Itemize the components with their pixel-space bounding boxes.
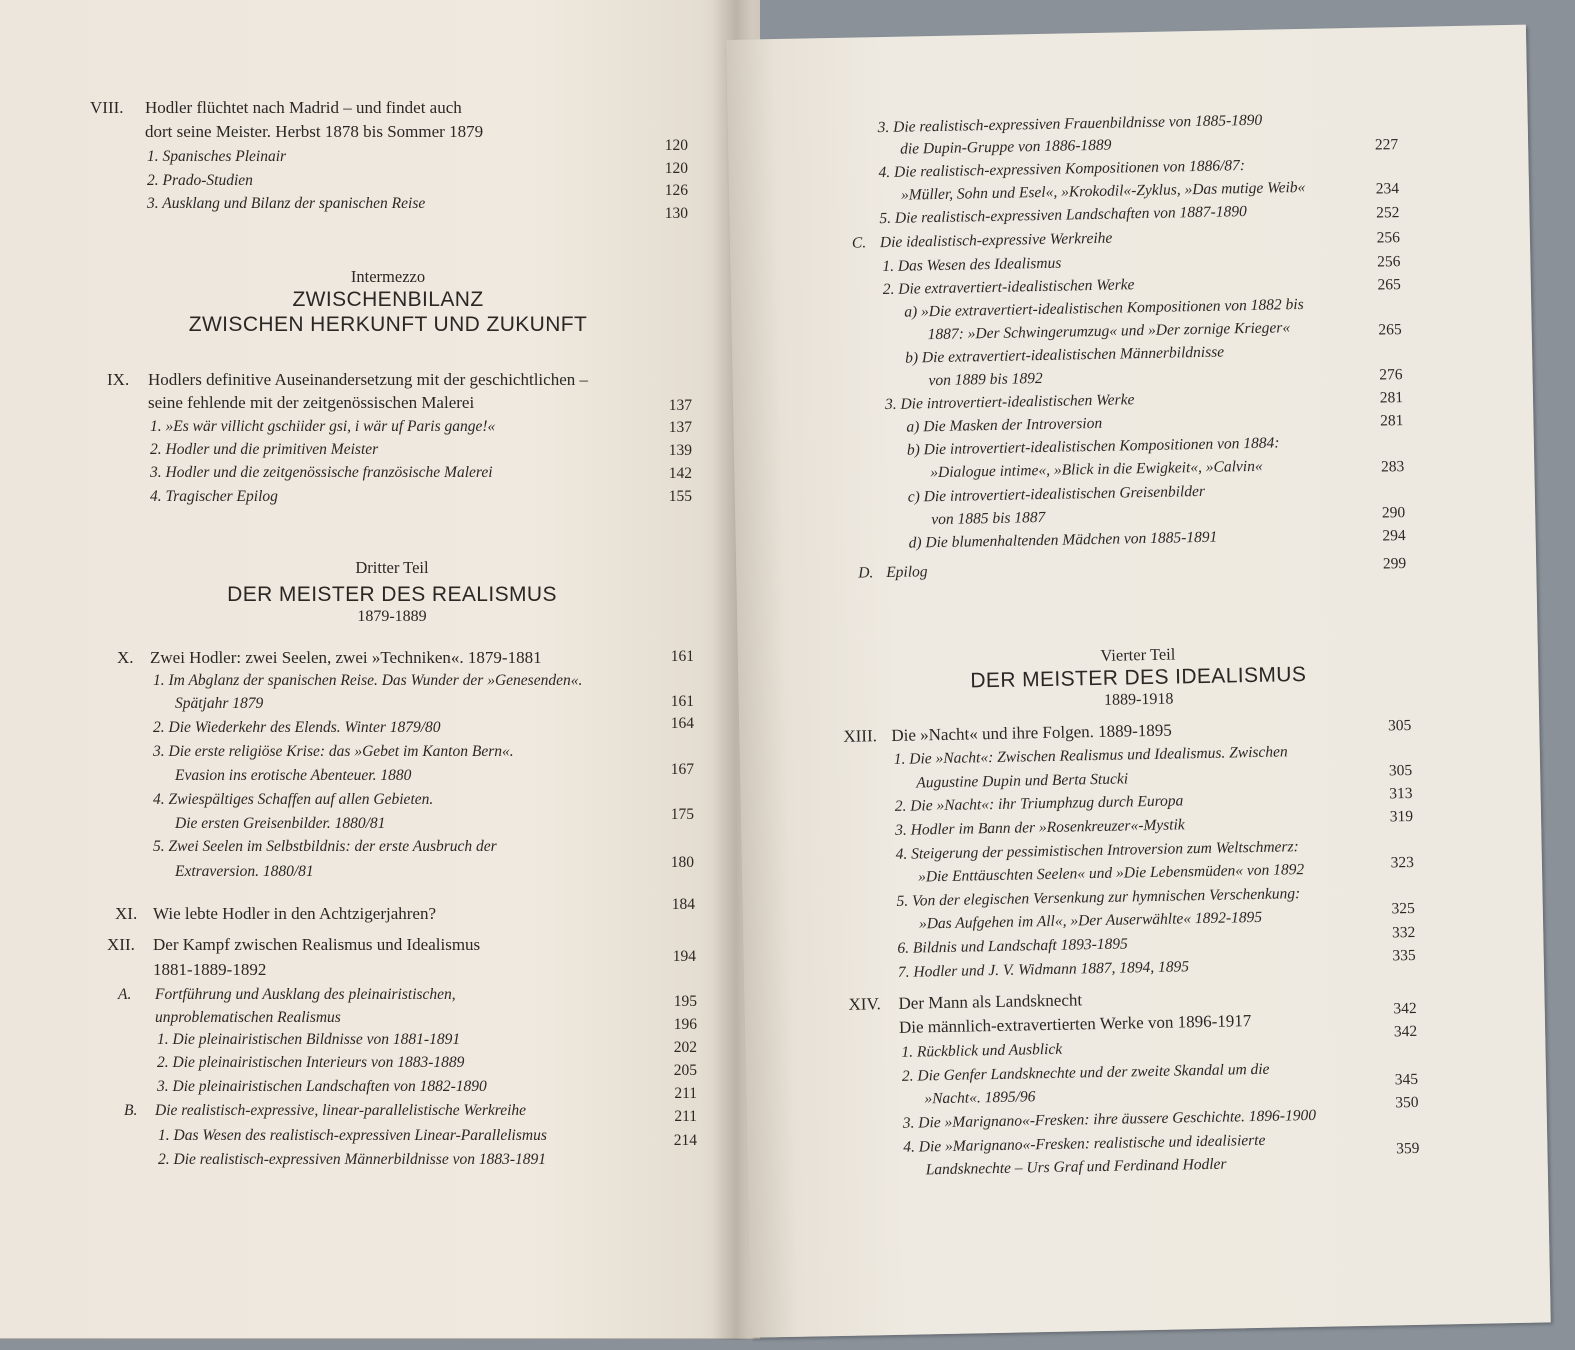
- chapter-title: Der Mann als Landsknecht: [898, 990, 1083, 1013]
- chapter-title: Hodlers definitive Auseinandersetzung mit der geschichtlichen –: [148, 370, 588, 389]
- toc-entry: »Nacht«. 1895/96: [924, 1088, 1036, 1108]
- toc-entry: »Dialogue intime«, »Blick in die Ewigkeit«, »Calvin«: [930, 457, 1263, 482]
- page-number: 139: [668, 442, 692, 459]
- toc-entry: »Die Enttäuschten Seelen« und »Die Lebensmüden« von 1892: [917, 861, 1305, 886]
- page-number: 276: [1379, 366, 1403, 384]
- toc-entry: Extraversion. 1880/81: [175, 863, 314, 880]
- page-number: 214: [673, 1132, 697, 1149]
- page-number: 137: [668, 397, 692, 414]
- section-label: C.: [851, 234, 867, 252]
- toc-entry: 2. Die Wiederkehr des Elends. Winter 1879/80: [153, 719, 441, 736]
- toc-entry: »Müller, Sohn und Esel«, »Krokodil«-Zyklus, »Das mutige Weib«: [900, 178, 1306, 204]
- chapter-title: Die »Nacht« und ihre Folgen. 1889-1895: [891, 720, 1172, 745]
- chapter-number: XI.: [115, 904, 138, 923]
- part-title: DER MEISTER DES IDEALISMUS: [970, 662, 1307, 693]
- toc-entry: 4. Zwiespältiges Schaffen auf allen Gebieten.: [153, 791, 434, 808]
- part-title: ZWISCHEN HERKUNFT UND ZUKUNFT: [188, 313, 588, 336]
- toc-entry: 2. Prado-Studien: [147, 172, 253, 189]
- page-number: 313: [1389, 784, 1413, 803]
- toc-entry: von 1885 bis 1887: [931, 508, 1046, 529]
- page-number: 294: [1382, 527, 1406, 545]
- toc-entry: 2. Die »Nacht«: ihr Triumphzug durch Europa: [894, 792, 1184, 815]
- page-number: 180: [670, 854, 694, 871]
- toc-entry: Die ersten Greisenbilder. 1880/81: [175, 815, 386, 832]
- page-number: 290: [1381, 504, 1406, 522]
- toc-entry: die Dupin-Gruppe von 1886-1889: [899, 136, 1112, 158]
- toc-entry: Landsknechte – Urs Graf und Ferdinand Hodler: [925, 1155, 1227, 1179]
- part-title: DER MEISTER DES REALISMUS: [227, 583, 557, 606]
- toc-entry: 2. Die realistisch-expressiven Männerbildnisse von 1883-1891: [158, 1151, 546, 1168]
- chapter-title: Hodler flüchtet nach Madrid – und findet auch: [145, 98, 462, 117]
- toc-entry: 4. Die realistisch-expressiven Kompositionen von 1886/87:: [878, 157, 1246, 182]
- toc-entry: 2. Die extravertiert-idealistischen Werke: [882, 276, 1135, 299]
- toc-entry: 2. Die Genfer Landsknechte und der zweite Skandal um die: [901, 1060, 1270, 1085]
- toc-entry: 1. Im Abglanz der spanischen Reise. Das Wunder der »Genesenden«.: [153, 672, 583, 689]
- toc-entry: Epilog: [886, 563, 928, 582]
- toc-entry: 5. Die realistisch-expressiven Landschaften von 1887-1890: [879, 203, 1247, 228]
- toc-entry: 4. Die »Marignano«-Fresken: realistische und idealisierte: [903, 1131, 1266, 1156]
- toc-entry: Die idealistisch-expressive Werkreihe: [879, 229, 1113, 252]
- page-number: 325: [1391, 899, 1415, 918]
- toc-entry: 7. Hodler und J. V. Widmann 1887, 1894, 1895: [897, 958, 1190, 981]
- page-number: 265: [1377, 276, 1401, 294]
- page-number: 211: [674, 1085, 697, 1102]
- page-number: 195: [673, 993, 697, 1010]
- toc-entry: 6. Bildnis und Landschaft 1893-1895: [897, 935, 1128, 957]
- page-number: 350: [1395, 1093, 1419, 1112]
- toc-entry: b) Die extravertiert-idealistischen Männerbildnisse: [904, 343, 1225, 367]
- toc-entry: 3. Ausklang und Bilanz der spanischen Reise: [147, 195, 426, 212]
- chapter-title: Der Kampf zwischen Realismus und Idealismus: [153, 935, 481, 954]
- page-number: 281: [1380, 412, 1404, 430]
- toc-entry: 3. Die realistisch-expressiven Frauenbildnisse von 1885-1890: [877, 111, 1263, 137]
- right-page: [726, 25, 1551, 1338]
- page-number: 227: [1374, 136, 1399, 154]
- page-number: 345: [1394, 1070, 1419, 1089]
- toc-entry: 1. Rückblick und Ausblick: [901, 1040, 1063, 1061]
- page-number: 332: [1391, 923, 1416, 942]
- page-number: 319: [1389, 807, 1414, 826]
- page-number: 281: [1379, 389, 1404, 407]
- chapter-number: X.: [117, 648, 134, 667]
- page-number: 155: [668, 488, 692, 505]
- toc-entry: 3. Hodler im Bann der »Rosenkreuzer«-Mystik: [895, 816, 1185, 839]
- page-number: 305: [1387, 716, 1412, 735]
- toc-entry: a) Die Masken der Introversion: [906, 414, 1103, 436]
- page-number: 142: [668, 465, 692, 482]
- part-years: 1879-1889: [357, 608, 427, 625]
- page-number: 194: [672, 948, 696, 965]
- page-number: 120: [664, 137, 688, 154]
- page-number: 323: [1390, 853, 1415, 872]
- toc-entry: 3. Die pleinairistischen Landschaften von 1882-1890: [157, 1078, 487, 1095]
- toc-entry: 2. Die pleinairistischen Interieurs von 1883-1889: [157, 1054, 465, 1071]
- page-number: 342: [1393, 1022, 1418, 1041]
- part-label: Dritter Teil: [355, 558, 429, 577]
- toc-entry: 3. Die erste religiöse Krise: das »Gebet im Kanton Bern«.: [153, 743, 514, 760]
- toc-entry: 5. Von der elegischen Versenkung zur hymnischen Verschenkung:: [896, 885, 1301, 910]
- toc-entry: »Das Aufgehen im All«, »Der Auserwählte« 1892-1895: [918, 908, 1263, 933]
- toc-entry: c) Die introvertiert-idealistischen Greisenbilder: [907, 482, 1206, 506]
- page-number: 167: [670, 761, 694, 778]
- toc-entry: b) Die introvertiert-idealistischen Kompositionen von 1884:: [906, 434, 1280, 459]
- page-number: 161: [670, 693, 694, 710]
- page-number: 359: [1395, 1139, 1420, 1158]
- toc-entry: 2. Hodler und die primitiven Meister: [150, 441, 379, 458]
- toc-entry: von 1889 bis 1892: [928, 369, 1043, 390]
- toc-entry: 1. Das Wesen des realistisch-expressiven Linear-Parallelismus: [158, 1127, 547, 1144]
- toc-entry: Augustine Dupin und Berta Stucki: [916, 770, 1129, 792]
- page-number: 202: [673, 1039, 697, 1056]
- left-page: [0, 0, 760, 1339]
- page-number: 211: [674, 1108, 697, 1125]
- page-number: 130: [664, 205, 688, 222]
- toc-entry: 3. Die introvertiert-idealistischen Werke: [884, 391, 1135, 414]
- part-heading: [0, 267, 760, 337]
- chapter-title: 1881-1889-1892: [153, 960, 267, 979]
- toc-entry: Spätjahr 1879: [175, 695, 264, 712]
- chapter-number: XIII.: [843, 726, 878, 746]
- part-title: ZWISCHENBILANZ: [292, 288, 484, 311]
- chapter-title: seine fehlende mit der zeitgenössischen Malerei: [148, 393, 475, 412]
- page-number: 283: [1380, 458, 1405, 476]
- toc-entry: Fortführung und Ausklang des pleinairistischen,: [155, 986, 456, 1003]
- page-number: 256: [1376, 253, 1401, 271]
- chapter-title: Zwei Hodler: zwei Seelen, zwei »Techniken«. 1879-1881: [150, 648, 542, 667]
- section-label: B.: [124, 1102, 138, 1119]
- chapter-number: XII.: [107, 935, 135, 954]
- toc-entry: 1. Die pleinairistischen Bildnisse von 1881-1891: [157, 1031, 461, 1048]
- chapter-number: VIII.: [90, 98, 124, 117]
- page-number: 335: [1392, 946, 1416, 965]
- toc-entry: 1. Das Wesen des Idealismus: [882, 254, 1062, 276]
- toc-entry: 1. Spanisches Pleinair: [147, 148, 287, 165]
- page-number: 342: [1393, 999, 1417, 1018]
- part-label: Intermezzo: [350, 267, 426, 286]
- toc-entry: 1. Die »Nacht«: Zwischen Realismus und Idealismus. Zwischen: [893, 743, 1288, 768]
- toc-entry: Evasion ins erotische Abenteuer. 1880: [175, 767, 412, 784]
- page-number: 120: [664, 160, 688, 177]
- page-number: 164: [670, 715, 694, 732]
- page-number: 256: [1376, 229, 1401, 247]
- section-label: D.: [858, 564, 874, 582]
- chapter-title: Die männlich-extravertierten Werke von 1896-1917: [898, 1011, 1252, 1037]
- toc-entry: a) »Die extravertiert-idealistischen Kompositionen von 1882 bis: [904, 295, 1304, 321]
- page-number: 205: [673, 1062, 697, 1079]
- toc-entry: 3. Hodler und die zeitgenössische französische Malerei: [150, 464, 493, 481]
- page-number: 161: [670, 648, 694, 665]
- chapter-title: Wie lebte Hodler in den Achtzigerjahren?: [153, 904, 436, 923]
- toc-entry: unproblematischen Realismus: [155, 1009, 341, 1026]
- chapter-number: XIV.: [848, 994, 881, 1014]
- page-number: 126: [664, 182, 688, 199]
- page-number: 184: [671, 896, 695, 913]
- page-number: 252: [1376, 204, 1400, 222]
- toc-entry: 1887: »Der Schwingerumzug« und »Der zornige Krieger«: [927, 319, 1291, 344]
- page-number: 175: [670, 806, 694, 823]
- toc-entry: Die realistisch-expressive, linear-parallelistische Werkreihe: [155, 1102, 527, 1119]
- chapter-number: IX.: [107, 370, 130, 389]
- part-years: 1889-1918: [1103, 690, 1174, 709]
- page-number: 196: [673, 1016, 697, 1033]
- page-number: 137: [668, 419, 692, 436]
- chapter-title: dort seine Meister. Herbst 1878 bis Sommer 1879: [145, 122, 484, 141]
- toc-entry: 1. »Es wär villicht gschiider gsi, i wär uf Paris gange!«: [150, 418, 496, 435]
- toc-entry: 4. Tragischer Epilog: [150, 488, 278, 505]
- part-heading: [0, 558, 760, 627]
- page-number: 299: [1382, 555, 1407, 573]
- toc-entry: 5. Zwei Seelen im Selbstbildnis: der erste Ausbruch der: [153, 838, 497, 855]
- part-label: Vierter Teil: [1100, 644, 1176, 665]
- part-heading: [738, 638, 1539, 718]
- toc-entry: d) Die blumenhaltenden Mädchen von 1885-1891: [908, 528, 1218, 552]
- section-label: A.: [118, 986, 132, 1003]
- toc-entry: 3. Die »Marignano«-Fresken: ihre äussere Geschichte. 1896-1900: [902, 1106, 1317, 1132]
- page-number: 265: [1378, 321, 1402, 339]
- page-number: 234: [1375, 180, 1400, 198]
- toc-entry: 4. Steigerung der pessimistischen Introversion zum Weltschmerz:: [895, 838, 1299, 863]
- page-number: 305: [1388, 761, 1413, 780]
